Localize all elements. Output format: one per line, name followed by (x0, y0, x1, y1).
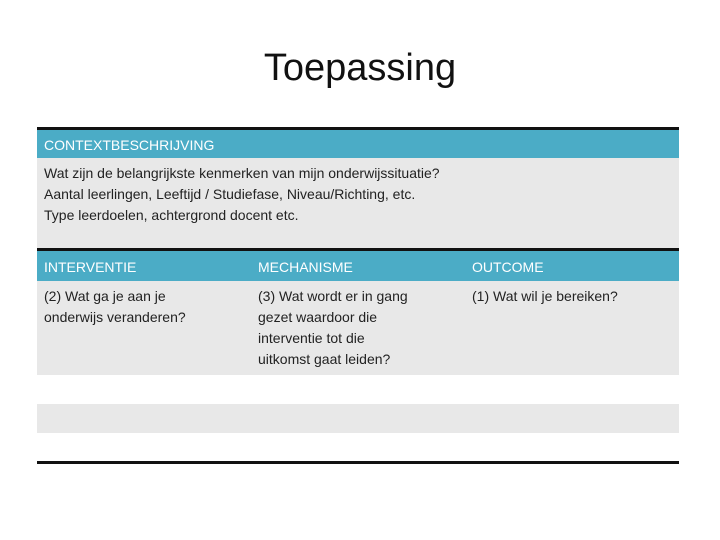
mechanisme-line-3: interventie tot die (258, 330, 365, 346)
mechanisme-line-4: uitkomst gaat leiden? (258, 351, 391, 367)
interventie-header: INTERVENTIE (44, 259, 137, 275)
outcome-cell (472, 286, 618, 307)
mechanisme-line-1: (3) Wat wordt er in gang (258, 288, 408, 304)
context-header-label: CONTEXTBESCHRIJVING (44, 137, 215, 153)
context-example-1: Aantal leerlingen, Leeftijd / Studiefase, Niveau/Richting, etc. (44, 186, 416, 202)
empty-row-white (37, 375, 679, 404)
empty-row-white-2 (37, 433, 679, 461)
context-header (37, 130, 679, 158)
cmo-body-row (37, 281, 679, 375)
empty-row-grey (37, 404, 679, 433)
table-bottom-rule (37, 461, 679, 464)
outcome-header: OUTCOME (472, 259, 544, 275)
mechanisme-line-2: gezet waardoor die (258, 309, 378, 325)
context-body (37, 158, 679, 248)
slide-title: Toepassing (263, 47, 457, 89)
context-question: Wat zijn de belangrijkste kenmerken van mijn onderwijssituatie? (44, 165, 440, 181)
context-example-2: Type leerdoelen, achtergrond docent etc. (44, 207, 299, 223)
outcome-line-1: (1) Wat wil je bereiken? (472, 288, 618, 304)
interventie-cell (44, 286, 186, 328)
mechanisme-header: MECHANISME (258, 259, 353, 275)
mechanisme-cell (258, 286, 408, 370)
interventie-line-1: (2) Wat ga je aan je (44, 288, 166, 304)
cmo-header-row (37, 251, 679, 281)
interventie-line-2: onderwijs veranderen? (44, 309, 186, 325)
